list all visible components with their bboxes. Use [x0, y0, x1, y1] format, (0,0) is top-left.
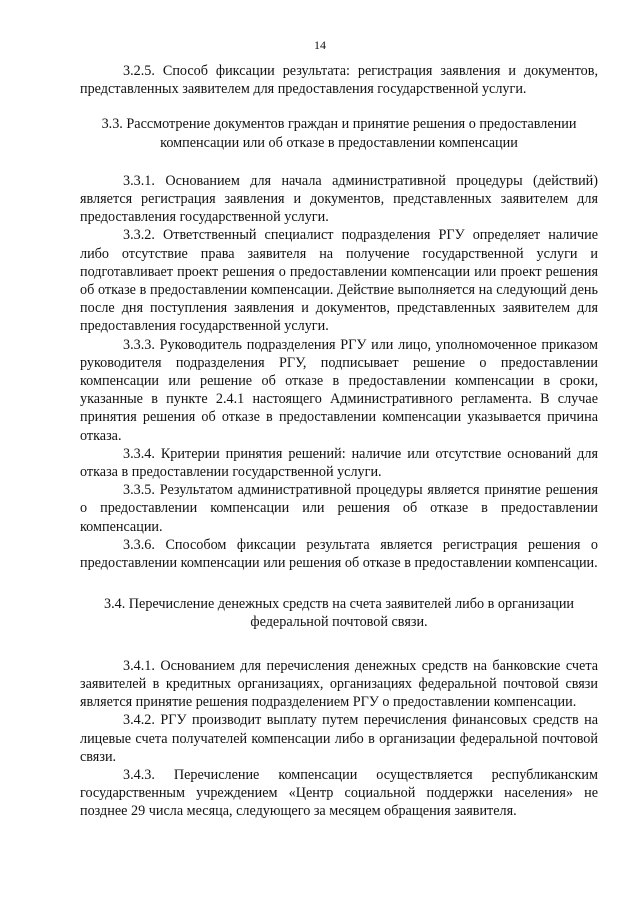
paragraph-3-3-4: 3.3.4. Критерии принятия решений: наличие или отсутствие оснований для отказа в предоставлении государственной услуги. [80, 445, 598, 481]
paragraph-3-3-3: 3.3.3. Руководитель подразделения РГУ или лицо, уполномоченное приказом руководителя подразделения РГУ, подписывает решение о предоставлении компенсации или решение об отказе в предоставлении компенсации в сроки, указанные в пункте 2.4.1 настоящего Административного регламента. В случае принятия решения об отказе в предоставлении компенсации указывается причина отказа. [80, 336, 598, 444]
paragraph-3-2-5: 3.2.5. Способ фиксации результата: регистрация заявления и документов, представленных заявителем для предоставления государственной услуги. [80, 63, 598, 98]
paragraph-3-3-1: 3.3.1. Основанием для начала административной процедуры (действий) является регистрация заявления и документов, представленных заявителем для предоставления государственной услуги. [80, 172, 598, 226]
paragraph-3-3-2: 3.3.2. Ответственный специалист подразделения РГУ определяет наличие либо отсутствие права заявителя на получение государственной услуги и подготавливает проект решения о предоставлении компенсации или проект решения об отказе в предоставлении компенсации. Действие выполняется на следующий день после дня поступления заявления и документов, представленных заявителем для предоставления государственной услуги. [80, 227, 598, 335]
section-heading-3-4: 3.4. Перечисление денежных средств на счета заявителей либо в организации федеральной почтовой связи. [103, 596, 575, 631]
paragraph-3-3-6: 3.3.6. Способом фиксации результата является регистрация решения о предоставлении компенсации или решения об отказе в предоставлении компенсации. [80, 536, 598, 572]
paragraph-3-4-3: 3.4.3. Перечисление компенсации осуществляется республиканским государственным учреждением «Центр социальной поддержки населения» не позднее 29 числа месяца, следующего за месяцем обращения заявителя. [80, 766, 598, 820]
paragraph-3-4-1: 3.4.1. Основанием для перечисления денежных средств на банковские счета заявителей в кредитных организациях, организациях федеральной почтовой связи является принятие решения подразделением РГУ о предоставлении компенсации. [80, 657, 598, 711]
section-heading-3-3: 3.3. Рассмотрение документов граждан и принятие решения о предоставлении компенсации или об отказе в предоставлении компенсации [101, 116, 577, 151]
page-number: 14 [314, 38, 326, 52]
document-body [80, 62, 598, 821]
paragraph-3-4-2: 3.4.2. РГУ производит выплату путем перечисления финансовых средств на лицевые счета получателей компенсации либо в организации федеральной почтовой связи. [80, 712, 598, 765]
paragraph-3-3-5: 3.3.5. Результатом административной процедуры является принятие решения о предоставлении компенсации или решения об отказе в предоставлении компенсации. [80, 482, 598, 535]
